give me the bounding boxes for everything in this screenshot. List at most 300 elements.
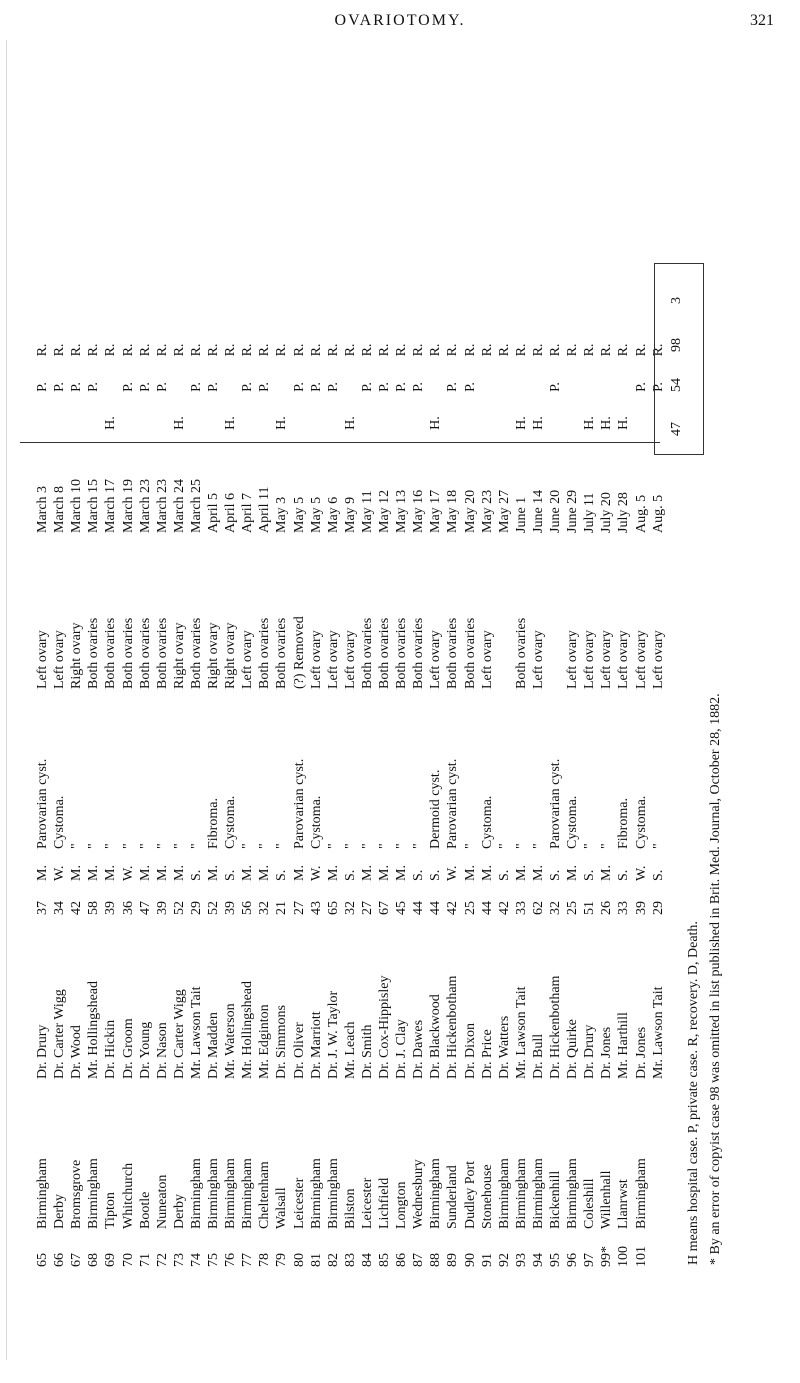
cell-recovery-mark: R. <box>103 343 119 357</box>
cell-recovery-mark: R. <box>479 343 495 357</box>
table-row <box>376 35 394 1275</box>
cell-place: Birmingham <box>513 1158 529 1229</box>
cell-part-removed: Left ovary <box>582 630 598 689</box>
cell-surgeon: Dr. Dawes <box>411 1019 427 1079</box>
cell-hospital-mark: H. <box>274 416 290 430</box>
cell-recovery-mark: R. <box>411 343 427 357</box>
cell-part-removed: Both ovaries <box>462 617 478 689</box>
total-recovery: 98 <box>669 338 684 352</box>
cell-part-removed: Left ovary <box>633 630 649 689</box>
cell-case-number: 80 <box>291 1253 307 1267</box>
cell-private-mark: P. <box>86 382 102 392</box>
cell-case-number: 101 <box>633 1246 649 1267</box>
cell-civil-state: W. <box>633 865 649 881</box>
table-row <box>581 35 599 1275</box>
cell-surgeon: Dr. Blackwood <box>428 994 444 1079</box>
cell-part-removed: Both ovaries <box>377 617 392 689</box>
total-hospital: 47 <box>669 422 684 436</box>
cell-case-number: 86 <box>394 1253 410 1267</box>
cell-private-mark: P. <box>154 382 170 392</box>
cell-part-removed: Left ovary <box>599 630 615 689</box>
cell-place: Tipton <box>103 1192 119 1229</box>
cell-operation-date: March 3 <box>35 485 50 533</box>
cell-operation-date: March 17 <box>103 478 119 533</box>
cell-disease: Dermoid cyst. <box>428 769 444 849</box>
cell-age: 42 <box>445 901 461 915</box>
cell-private-mark: P. <box>35 382 50 392</box>
cell-civil-state: M. <box>325 865 341 881</box>
cell-recovery-mark: R. <box>171 343 187 357</box>
cell-age: 39 <box>103 901 119 915</box>
cell-recovery-mark: R. <box>154 343 170 357</box>
cell-disease: " <box>496 843 512 849</box>
cell-age: 39 <box>633 901 649 915</box>
cell-disease: " <box>394 843 410 849</box>
cell-recovery-mark: R. <box>223 343 239 357</box>
cell-case-number: 97 <box>582 1253 598 1267</box>
cell-surgeon: Dr. Simmons <box>274 1005 290 1079</box>
cell-civil-state: S. <box>223 869 239 881</box>
table-row <box>479 35 497 1275</box>
cell-place: Cheltenham <box>257 1161 273 1229</box>
cell-recovery-mark: R. <box>582 343 598 357</box>
cell-place: Birmingham <box>530 1158 546 1229</box>
cell-private-mark: P. <box>394 382 410 392</box>
cell-case-number: 79 <box>274 1253 290 1267</box>
cell-private-mark: P. <box>308 382 324 392</box>
cell-hospital-mark: H. <box>223 416 239 430</box>
cell-case-number: 82 <box>325 1253 341 1267</box>
cell-civil-state: M. <box>154 865 170 881</box>
cell-operation-date: March 15 <box>86 478 102 533</box>
cell-part-removed: Left ovary <box>308 630 324 689</box>
cell-civil-state: S. <box>342 869 358 881</box>
cell-case-number: 76 <box>223 1253 239 1267</box>
cell-place: Nuneaton <box>154 1174 170 1229</box>
cell-surgeon: Mr. Hollingshead <box>86 981 102 1079</box>
cell-part-removed: Right ovary <box>171 622 187 689</box>
cell-surgeon: Dr. J. Clay <box>394 1019 410 1079</box>
cell-private-mark: P. <box>291 382 307 392</box>
cell-recovery-mark: R. <box>188 343 204 357</box>
cell-place: Derby <box>171 1194 187 1229</box>
cell-operation-date: May 3 <box>274 496 290 533</box>
cell-part-removed: Both ovaries <box>154 617 170 689</box>
cell-surgeon: Mr. Leach <box>342 1021 358 1079</box>
footnote-asterisk: * By an error of copyist case 98 was omitted in list published in Brit. Med. Journal, October 28, 1882. <box>708 693 723 1265</box>
cell-civil-state: M. <box>394 865 410 881</box>
cell-operation-date: April 6 <box>223 492 239 533</box>
cell-surgeon: Dr. Drury <box>35 1024 50 1079</box>
table-row <box>291 35 309 1275</box>
cell-operation-date: Aug. 5 <box>633 494 649 533</box>
cell-surgeon: Dr. Carter Wigg <box>171 989 187 1079</box>
cell-age: 67 <box>377 901 392 915</box>
cell-place: Birmingham <box>633 1158 649 1229</box>
cell-part-removed: Both ovaries <box>86 617 102 689</box>
cell-disease: " <box>342 843 358 849</box>
cell-surgeon: Dr. Marriott <box>308 1011 324 1079</box>
cell-operation-date: June 14 <box>530 489 546 533</box>
cell-private-mark: P. <box>650 382 666 392</box>
cell-disease: Cystoma. <box>479 795 495 849</box>
cell-age: 65 <box>325 901 341 915</box>
cell-age: 27 <box>291 901 307 915</box>
cell-operation-date: May 27 <box>496 489 512 533</box>
cell-age: 34 <box>52 901 68 915</box>
cell-disease: Cystoma. <box>565 795 581 849</box>
page-number: 321 <box>750 12 774 29</box>
cell-operation-date: May 18 <box>445 489 461 533</box>
cell-disease: " <box>103 843 119 849</box>
cell-hospital-mark: H. <box>582 416 598 430</box>
cell-age: 56 <box>240 901 256 915</box>
cell-age: 39 <box>223 901 239 915</box>
cell-hospital-mark: H. <box>616 416 632 430</box>
cell-operation-date: April 11 <box>257 486 273 533</box>
cell-place: Coleshill <box>582 1178 598 1229</box>
table-row <box>137 35 155 1275</box>
cell-place: Dudley Port <box>462 1160 478 1229</box>
cell-operation-date: June 1 <box>513 496 529 533</box>
total-private: 54 <box>669 378 684 392</box>
cell-case-number: 83 <box>342 1253 358 1267</box>
cell-place: Birmingham <box>206 1158 221 1229</box>
cell-operation-date: March 23 <box>154 478 170 533</box>
table-row <box>513 35 531 1275</box>
cell-disease: " <box>154 843 170 849</box>
cell-recovery-mark: R. <box>240 343 256 357</box>
cell-part-removed: Both ovaries <box>445 617 461 689</box>
cell-part-removed: Right ovary <box>206 622 221 689</box>
table-row <box>547 35 565 1275</box>
cell-case-number: 96 <box>565 1253 581 1267</box>
cell-hospital-mark: H. <box>342 416 358 430</box>
cell-part-removed: Left ovary <box>650 630 666 689</box>
cell-disease: " <box>171 843 187 849</box>
table-row <box>633 35 651 1275</box>
cell-surgeon: Mr. Edginton <box>257 1004 273 1079</box>
cell-civil-state: S. <box>616 869 632 881</box>
cell-recovery-mark: R. <box>616 343 632 357</box>
cell-operation-date: July 28 <box>616 492 632 533</box>
cell-place: Birmingham <box>428 1158 444 1229</box>
cell-part-removed: Both ovaries <box>274 617 290 689</box>
cell-place: Walsall <box>274 1187 290 1229</box>
cell-recovery-mark: R. <box>206 343 221 357</box>
table-row <box>256 35 274 1275</box>
cell-recovery-mark: R. <box>325 343 341 357</box>
cell-disease: " <box>411 843 427 849</box>
cell-age: 44 <box>411 901 427 915</box>
cell-disease: " <box>530 843 546 849</box>
cell-place: Birmingham <box>565 1158 581 1229</box>
cell-age: 39 <box>154 901 170 915</box>
cell-age: 29 <box>650 901 666 915</box>
cell-place: Bilston <box>342 1188 358 1229</box>
cell-private-mark: P. <box>69 382 85 392</box>
cell-operation-date: March 10 <box>69 478 85 533</box>
cell-case-number: 88 <box>428 1253 444 1267</box>
cell-private-mark: P. <box>462 382 478 392</box>
cell-case-number: 65 <box>35 1253 50 1267</box>
cell-recovery-mark: R. <box>462 343 478 357</box>
cell-case-number: 95 <box>548 1253 563 1267</box>
cell-surgeon: Dr. Hickenbotham <box>548 975 563 1079</box>
cell-recovery-mark: R. <box>496 343 512 357</box>
cell-operation-date: March 8 <box>52 485 68 533</box>
cell-part-removed: Left ovary <box>240 630 256 689</box>
cell-disease: " <box>257 843 273 849</box>
cell-age: 42 <box>69 901 85 915</box>
cell-operation-date: June 29 <box>565 489 581 533</box>
cell-civil-state: S. <box>496 869 512 881</box>
table-row <box>34 35 52 1275</box>
cell-recovery-mark: R. <box>530 343 546 357</box>
cell-recovery-mark: R. <box>633 343 649 357</box>
cell-part-removed: Left ovary <box>342 630 358 689</box>
cell-surgeon: Dr. Cox-Hippisley <box>377 975 392 1079</box>
table-row <box>444 35 462 1275</box>
cell-disease: " <box>377 843 392 849</box>
cell-recovery-mark: R. <box>342 343 358 357</box>
cell-civil-state: M. <box>479 865 495 881</box>
footnote-legend: H means hospital case. P, private case. R, recovery. D, Death. <box>686 921 701 1265</box>
table-row <box>650 35 668 1275</box>
cell-case-number: 66 <box>52 1253 68 1267</box>
cell-private-mark: P. <box>206 382 221 392</box>
cell-recovery-mark: R. <box>359 343 375 357</box>
cell-disease: " <box>599 843 615 849</box>
table-row <box>325 35 343 1275</box>
cell-operation-date: May 6 <box>325 496 341 533</box>
cell-operation-date: July 20 <box>599 492 615 533</box>
cell-civil-state: S. <box>650 869 666 881</box>
cell-recovery-mark: R. <box>69 343 85 357</box>
cell-disease: Parovarian cyst. <box>445 758 461 849</box>
cell-civil-state: S. <box>274 869 290 881</box>
cell-disease: " <box>513 843 529 849</box>
cell-operation-date: March 25 <box>188 478 204 533</box>
cell-disease: Cystoma. <box>52 795 68 849</box>
cell-private-mark: P. <box>120 382 136 392</box>
cell-case-number: 89 <box>445 1253 461 1267</box>
cell-operation-date: May 9 <box>342 496 358 533</box>
cell-surgeon: Mr. Waterson <box>223 1003 239 1079</box>
cell-age: 58 <box>86 901 102 915</box>
cell-recovery-mark: R. <box>650 343 666 357</box>
table-row <box>393 35 411 1275</box>
cell-case-number: 67 <box>69 1253 85 1267</box>
cell-age: 33 <box>616 901 632 915</box>
cell-operation-date: July 11 <box>582 492 598 533</box>
cell-recovery-mark: R. <box>599 343 615 357</box>
cell-private-mark: P. <box>411 382 427 392</box>
cell-civil-state: M. <box>240 865 256 881</box>
cell-age: 26 <box>599 901 615 915</box>
cell-case-number: 68 <box>86 1253 102 1267</box>
cell-place: Birmingham <box>35 1158 50 1229</box>
table-row <box>427 35 445 1275</box>
cell-operation-date: March 23 <box>137 478 153 533</box>
cell-hospital-mark: H. <box>599 416 615 430</box>
cell-age: 32 <box>257 901 273 915</box>
cell-place: Bickenhill <box>548 1170 563 1229</box>
cell-civil-state: M. <box>257 865 273 881</box>
cell-place: Bromsgrove <box>69 1159 85 1229</box>
cell-age: 21 <box>274 901 290 915</box>
cell-place: Derby <box>52 1194 68 1229</box>
cell-private-mark: P. <box>548 382 563 392</box>
cell-civil-state: W. <box>52 865 68 881</box>
cell-case-number: 94 <box>530 1253 546 1267</box>
cell-case-number: 100 <box>616 1246 632 1267</box>
cell-civil-state: M. <box>377 865 392 881</box>
cell-operation-date: May 20 <box>462 489 478 533</box>
table-row <box>496 35 514 1275</box>
cell-operation-date: April 7 <box>240 492 256 533</box>
cell-place: Birmingham <box>240 1158 256 1229</box>
cell-civil-state: W. <box>445 865 461 881</box>
cell-place: Longton <box>394 1181 410 1229</box>
cell-hospital-mark: H. <box>513 416 529 430</box>
cell-age: 25 <box>565 901 581 915</box>
cell-place: Birmingham <box>223 1158 239 1229</box>
cell-surgeon: Mr. Lawson Tait <box>650 986 666 1079</box>
cell-private-mark: P. <box>137 382 153 392</box>
cell-disease: Fibroma. <box>616 798 632 849</box>
cell-disease: " <box>582 843 598 849</box>
table-row <box>342 35 360 1275</box>
cell-age: 32 <box>342 901 358 915</box>
cell-part-removed: Both ovaries <box>120 617 136 689</box>
cell-part-removed: Left ovary <box>530 630 546 689</box>
cell-civil-state: S. <box>428 869 444 881</box>
cell-disease: " <box>240 843 256 849</box>
cell-place: Birmingham <box>188 1158 204 1229</box>
cell-recovery-mark: R. <box>445 343 461 357</box>
cell-operation-date: May 5 <box>308 496 324 533</box>
page-edge-rule <box>6 40 7 1360</box>
cell-part-removed: Left ovary <box>616 630 632 689</box>
cell-civil-state: S. <box>411 869 427 881</box>
cell-operation-date: May 23 <box>479 489 495 533</box>
table-row <box>85 35 103 1275</box>
cell-disease: Cystoma. <box>633 795 649 849</box>
running-head <box>0 8 800 38</box>
cell-hospital-mark: H. <box>171 416 187 430</box>
cell-hospital-mark: H. <box>103 416 119 430</box>
cell-recovery-mark: R. <box>394 343 410 357</box>
cell-surgeon: Dr. Jones <box>633 1026 649 1079</box>
cell-surgeon: Dr. Hickin <box>103 1019 119 1079</box>
cell-recovery-mark: R. <box>308 343 324 357</box>
table-row <box>51 35 69 1275</box>
table-row <box>171 35 189 1275</box>
table-row <box>598 35 616 1275</box>
cell-surgeon: Dr. Young <box>137 1021 153 1079</box>
table-row <box>102 35 120 1275</box>
cell-case-number: 99* <box>599 1246 615 1267</box>
cell-disease: " <box>137 843 153 849</box>
cell-disease: " <box>462 843 478 849</box>
cell-recovery-mark: R. <box>565 343 581 357</box>
cell-private-mark: P. <box>377 382 392 392</box>
cell-surgeon: Dr. Price <box>479 1029 495 1079</box>
cell-case-number: 90 <box>462 1253 478 1267</box>
cell-place: Sunderland <box>445 1165 461 1229</box>
cell-case-number: 71 <box>137 1253 153 1267</box>
cell-recovery-mark: R. <box>52 343 68 357</box>
cell-disease: Fibroma. <box>206 798 221 849</box>
table-row <box>154 35 172 1275</box>
cell-case-number: 91 <box>479 1253 495 1267</box>
cell-civil-state: M. <box>462 865 478 881</box>
cell-operation-date: March 19 <box>120 478 136 533</box>
cell-part-removed: Left ovary <box>52 630 68 689</box>
cell-place: Lichfield <box>377 1177 392 1229</box>
cell-civil-state: M. <box>206 865 221 881</box>
cell-recovery-mark: R. <box>257 343 273 357</box>
cell-recovery-mark: R. <box>428 343 444 357</box>
cell-age: 42 <box>496 901 512 915</box>
cell-recovery-mark: R. <box>137 343 153 357</box>
cell-disease: " <box>359 843 375 849</box>
cell-disease: Parovarian cyst. <box>35 758 50 849</box>
cell-civil-state: M. <box>530 865 546 881</box>
cell-case-number: 74 <box>188 1253 204 1267</box>
cell-part-removed: Both ovaries <box>103 617 119 689</box>
table-row <box>462 35 480 1275</box>
cell-civil-state: S. <box>188 869 204 881</box>
cell-surgeon: Dr. Nason <box>154 1022 170 1079</box>
cell-operation-date: May 16 <box>411 489 427 533</box>
cell-part-removed: Both ovaries <box>394 617 410 689</box>
cell-disease: Cystoma. <box>308 795 324 849</box>
cell-place: Birmingham <box>325 1158 341 1229</box>
cell-part-removed: Both ovaries <box>188 617 204 689</box>
cell-surgeon: Dr. Carter Wigg <box>52 989 68 1079</box>
cell-civil-state: M. <box>291 865 307 881</box>
cell-recovery-mark: R. <box>35 343 50 357</box>
cell-disease: " <box>188 843 204 849</box>
cell-recovery-mark: R. <box>513 343 529 357</box>
cell-age: 47 <box>137 901 153 915</box>
table-row <box>410 35 428 1275</box>
cell-age: 44 <box>479 901 495 915</box>
cell-private-mark: P. <box>445 382 461 392</box>
cell-private-mark: P. <box>325 382 341 392</box>
cell-place: Bootle <box>137 1191 153 1229</box>
cell-place: Stonehouse <box>479 1164 495 1229</box>
cell-operation-date: May 11 <box>359 490 375 533</box>
cell-case-number: 75 <box>206 1253 221 1267</box>
cell-civil-state: M. <box>359 865 375 881</box>
cell-case-number: 72 <box>154 1253 170 1267</box>
page-title: OVARIOTOMY. <box>334 12 466 29</box>
cell-part-removed: Left ovary <box>325 630 341 689</box>
cell-hospital-mark: H. <box>428 416 444 430</box>
cell-hospital-mark: H. <box>530 416 546 430</box>
cell-age: 62 <box>530 901 546 915</box>
cell-case-number: 81 <box>308 1253 324 1267</box>
ovariotomy-case-table <box>26 35 746 1275</box>
cell-operation-date: Aug. 5 <box>650 494 666 533</box>
cell-operation-date: April 5 <box>206 492 221 533</box>
cell-case-number: 70 <box>120 1253 136 1267</box>
cell-case-number: 84 <box>359 1253 375 1267</box>
cell-civil-state: M. <box>171 865 187 881</box>
